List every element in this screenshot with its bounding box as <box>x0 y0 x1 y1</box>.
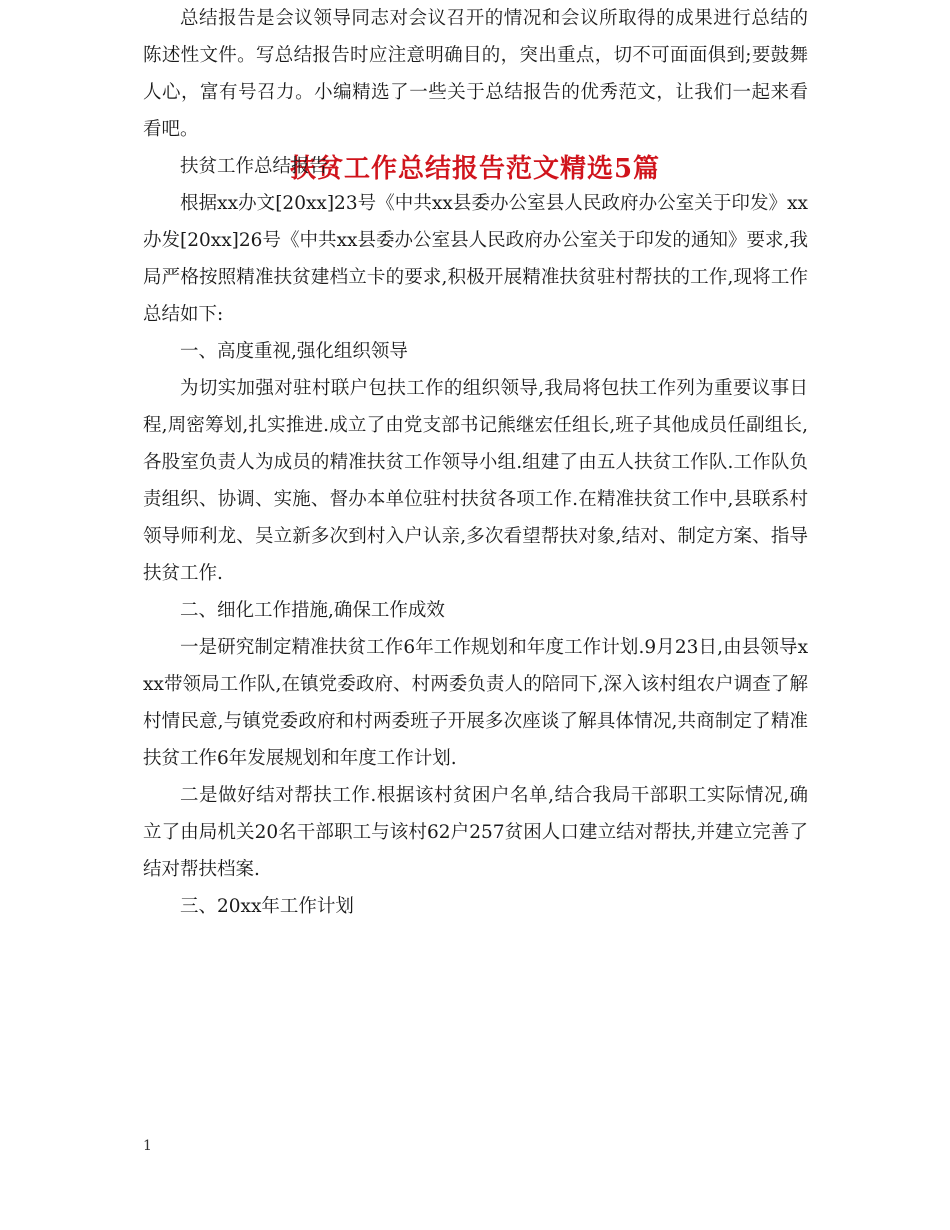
section-heading: 二、细化工作措施,确保工作成效 <box>180 600 445 621</box>
document-title: 扶贫工作总结报告范文精选5篇 <box>289 154 661 185</box>
section-heading: 三、20xx年工作计划 <box>180 896 354 917</box>
body-paragraph: 一是研究制定精准扶贫工作6年工作规划和年度工作计划.9月23日,由县领导xxx带领局工作队,在镇党委政府、村两委负责人的陪同下,深入该村组农户调查了解村情民意,与镇党委政府和村两委班子开展多次座谈了解具体情况,共商制定了精准扶贫工作6年发展规划和年度工作计划. <box>143 637 808 769</box>
section-heading: 扶贫工作总结报告 <box>180 156 329 177</box>
body-paragraph: 为切实加强对驻村联户包扶工作的组织领导,我局将包扶工作列为重要议事日程,周密筹划,扎实推进.成立了由党支部书记熊继宏任组长,班子其他成员任副组长,各股室负责人为成员的精准扶贫工作领导小组.组建了由五人扶贫工作队.工作队负责组织、协调、实施、督办本单位驻村扶贫各项工作.在精准扶贫工作中,县联系村领导师利龙、吴立新多次到村入户认亲,多次看望帮扶对象,结对、制定方案、指导扶贫工作. <box>143 378 808 584</box>
body-paragraph: 二是做好结对帮扶工作.根据该村贫困户名单,结合我局干部职工实际情况,确立了由局机关20名干部职工与该村62户257贫困人口建立结对帮扶,并建立完善了结对帮扶档案. <box>143 785 808 880</box>
body-paragraph: 根据xx办文[20xx]23号《中共xx县委办公室县人民政府办公室关于印发》xx办发[20xx]26号《中共xx县委办公室县人民政府办公室关于印发的通知》要求,我局严格按照精准扶贫建档立卡的要求,积极开展精准扶贫驻村帮扶的工作,现将工作总结如下: <box>143 193 808 325</box>
page-number: 1 <box>143 1138 152 1154</box>
intro-paragraph: 总结报告是会议领导同志对会议召开的情况和会议所取得的成果进行总结的陈述性文件。写总结报告时应注意明确目的，突出重点，切不可面面俱到;要鼓舞人心，富有号召力。小编精选了一些关于总结报告的优秀范文，让我们一起来看看吧。 <box>143 8 808 140</box>
section-heading: 一、高度重视,强化组织领导 <box>180 341 408 362</box>
